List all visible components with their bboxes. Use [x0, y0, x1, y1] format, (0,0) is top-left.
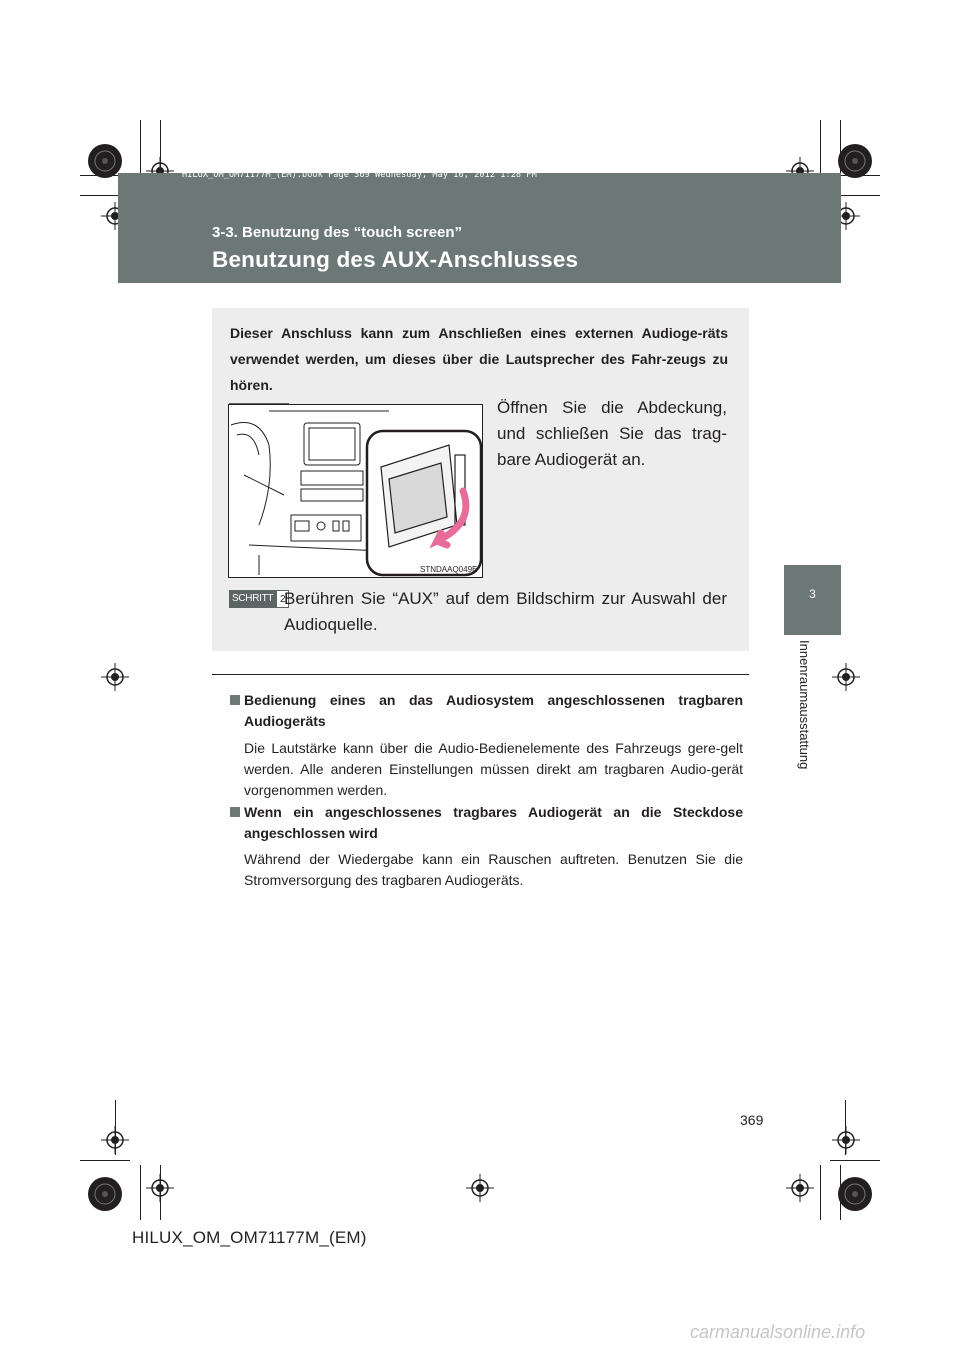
note-body: Die Lautstärke kann über die Audio-Bedienelemente des Fahrzeugs gere-gelt werden. Alle anderen Einstellungen müssen direkt am tragbaren Audio-gerät vorgenommen werden.: [244, 740, 743, 798]
document-code: HILUX_OM_OM71177M_(EM): [132, 1228, 367, 1247]
watermark: carmanualsonline.info: [690, 1322, 866, 1342]
note-heading-text: Wenn ein angeschlossenes tragbares Audiogerät an die Steckdose angeschlossen wird: [244, 804, 743, 841]
step-1-text: Öffnen Sie die Abdeckung, und schließen Sie das trag-bare Audiogerät an.: [497, 398, 727, 469]
chapter-number: 3: [809, 587, 816, 601]
step-badge-number: 2: [276, 590, 289, 608]
note-heading: [230, 802, 743, 844]
bullet-square-icon: [230, 807, 240, 817]
registration-mark-icon: [832, 1126, 860, 1154]
intro-text: Dieser Anschluss kann zum Anschließen eines externen Audioge-räts verwendet werden, um dieses über die Lautsprecher des Fahr-zeugs zu hören.: [230, 325, 728, 393]
registration-mark-icon: [466, 1174, 494, 1202]
starburst-mark-icon: [836, 142, 874, 180]
registration-mark-icon: [786, 1174, 814, 1202]
starburst-mark-icon: [86, 1175, 124, 1213]
step-badge-label: SCHRITT: [229, 590, 276, 608]
registration-mark-icon: [101, 1126, 129, 1154]
book-stamp: HILUX_OM_OM71177M_(EM).book Page 369 Wednesday, May 16, 2012 1:28 PM: [182, 170, 537, 180]
page-number: 369: [740, 1112, 764, 1128]
note-heading-text: Bedienung eines an das Audiosystem angeschlossenen tragbaren Audiogeräts: [244, 692, 743, 729]
note-body: Während der Wiedergabe kann ein Rauschen auftreten. Benutzen Sie die Stromversorgung des tragbaren Audiogeräts.: [244, 851, 743, 888]
dashboard-illustration: [229, 405, 483, 578]
subsection-title: 3-3. Benutzung des “touch screen”: [212, 224, 463, 241]
bullet-square-icon: [230, 695, 240, 705]
section-divider: [212, 674, 749, 675]
starburst-mark-icon: [836, 1175, 874, 1213]
step-2-text: Berühren Sie “AUX” auf dem Bildschirm zur Auswahl der Audioquelle.: [284, 589, 727, 634]
chapter-tab[interactable]: [784, 565, 841, 635]
registration-mark-icon: [832, 663, 860, 691]
note-heading: [230, 690, 743, 732]
registration-mark-icon: [101, 663, 129, 691]
page-title: Benutzung des AUX-Anschlusses: [212, 247, 579, 272]
registration-mark-icon: [146, 1174, 174, 1202]
step-badge-2: [229, 590, 289, 608]
chapter-label: Innenraumausstattung: [797, 640, 812, 770]
figure-id: STNDAAQ049E: [420, 565, 478, 574]
aux-port-illustration: [228, 404, 483, 578]
